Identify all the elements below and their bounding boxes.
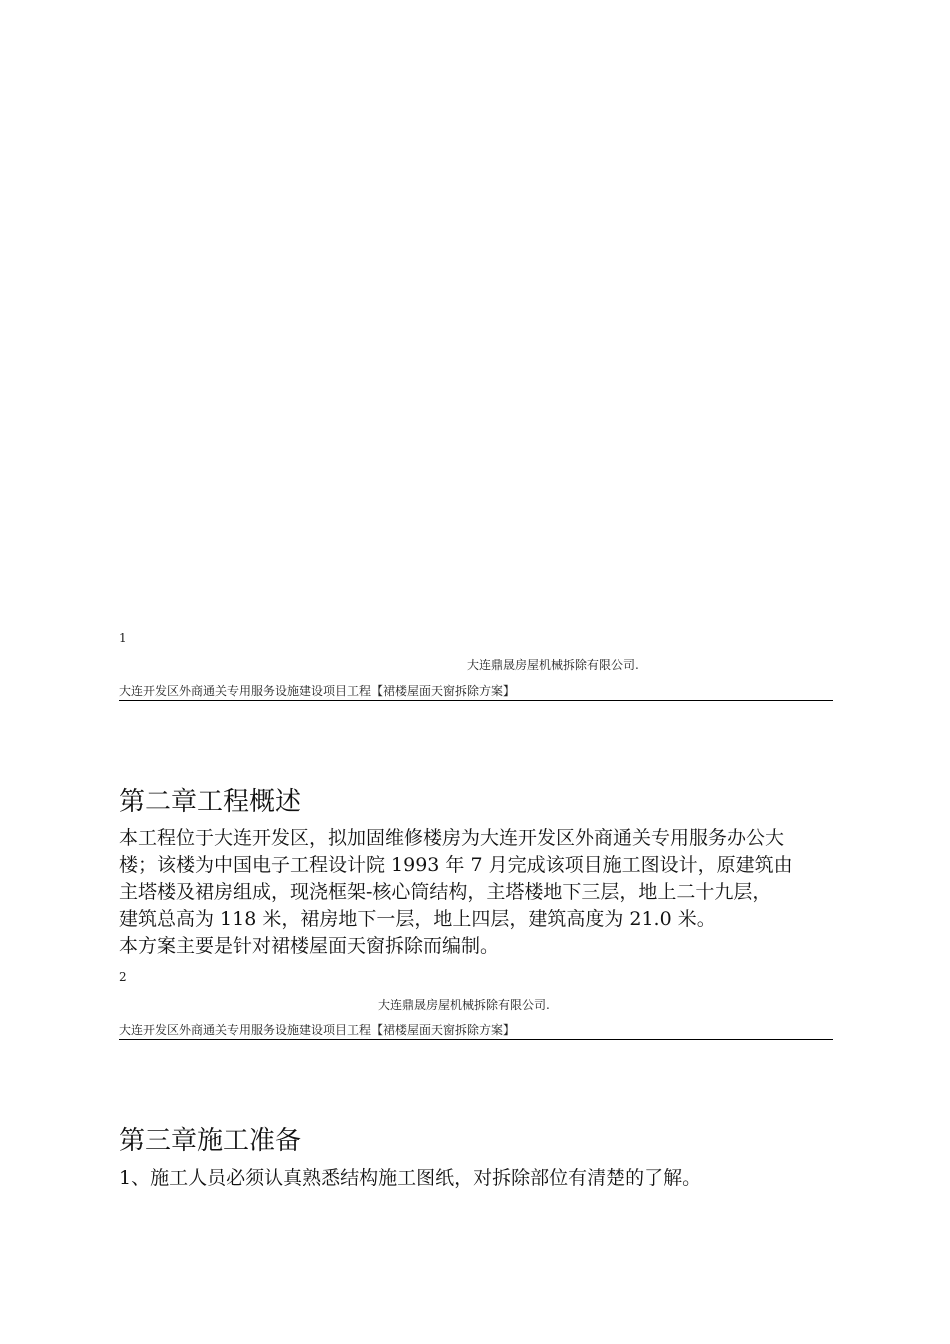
body-line: 本工程位于大连开发区，拟加固维修楼房为大连开发区外商通关专用服务办公大: [119, 827, 785, 849]
company-name: 大连鼎晟房屋机械拆除有限公司.: [378, 998, 550, 1012]
page-number: 2: [119, 970, 127, 984]
body-line: 本方案主要是针对裙楼屋面天窗拆除而编制。: [119, 935, 500, 957]
chapter-body: [119, 825, 839, 960]
running-header: 大连开发区外商通关专用服务设施建设项目工程【裙楼屋面天窗拆除方案】: [119, 682, 833, 701]
company-name: 大连鼎晟房屋机械拆除有限公司.: [467, 658, 639, 672]
chapter-title: 第二章工程概述: [119, 787, 302, 817]
chapter-title: 第三章施工准备: [119, 1126, 302, 1156]
running-header: 大连开发区外商通关专用服务设施建设项目工程【裙楼屋面天窗拆除方案】: [119, 1021, 833, 1040]
page-number: 1: [119, 631, 127, 645]
body-line: 建筑总高为 118 米，裙房地下一层，地上四层，建筑高度为 21.0 米。: [119, 908, 716, 930]
body-line: 主塔楼及裙房组成，现浇框架-核心筒结构，主塔楼地下三层，地上二十九层，: [119, 881, 772, 903]
chapter-body: [119, 1165, 839, 1192]
body-line: 楼；该楼为中国电子工程设计院 1993 年 7 月完成该项目施工图设计，原建筑由: [119, 854, 793, 876]
body-line: 1、施工人员必须认真熟悉结构施工图纸，对拆除部位有清楚的了解。: [119, 1167, 702, 1189]
